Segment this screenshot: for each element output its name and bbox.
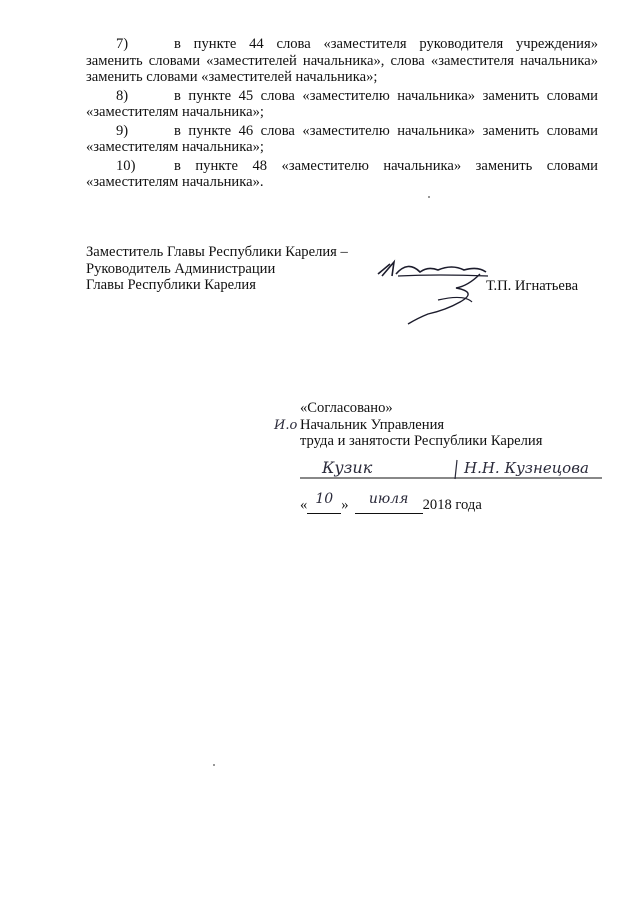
item-number: 8) xyxy=(116,87,129,104)
signatory-line: Заместитель Главы Республики Карелия – xyxy=(86,244,348,260)
approval-signature-line xyxy=(300,452,602,482)
date-open-quote: « xyxy=(300,497,308,513)
approval-header: «Согласовано» xyxy=(300,400,393,416)
item-number: 9) xyxy=(116,122,129,139)
approval-date xyxy=(300,491,482,514)
amendment-list xyxy=(86,36,598,193)
item-text: в пункте 44 слова «заместителя руководителя учреждения» заменить словами «заместителей начальника», слова «заместителя начальника» заменить словами «заместителей начальника»; xyxy=(86,36,598,85)
approval-block xyxy=(300,400,542,450)
date-year: 2018 года xyxy=(422,497,482,513)
approval-org: труда и занятости Республики Карелия xyxy=(300,433,543,449)
list-item xyxy=(86,158,598,191)
list-item xyxy=(86,123,598,156)
item-text: в пункте 45 слова «заместителю начальника» заменить словами «заместителям начальника»; xyxy=(86,87,598,120)
item-number: 10) xyxy=(116,157,136,174)
approval-position: Начальник Управления xyxy=(300,416,445,433)
item-number: 7) xyxy=(116,36,129,52)
handwritten-signature: Кузик xyxy=(322,458,373,477)
signatory-line: Главы Республики Карелия xyxy=(86,277,256,293)
signature-ignatieva xyxy=(368,252,498,332)
item-text: в пункте 48 «заместителю начальника» заменить словами «заместителям начальника». xyxy=(86,157,598,190)
handwritten-name: Н.Н. Кузнецова xyxy=(464,459,589,477)
scan-speck xyxy=(428,196,430,198)
date-day: 10 xyxy=(315,491,334,507)
date-day-field xyxy=(307,491,341,514)
list-item xyxy=(86,88,598,121)
date-month-field xyxy=(355,491,423,514)
list-item xyxy=(86,36,598,86)
item-text: в пункте 46 слова «заместителю начальника» заменить словами «заместителям начальника»; xyxy=(86,122,598,155)
date-month: июля xyxy=(368,491,409,507)
scan-speck xyxy=(213,764,215,766)
signatory-line: Руководитель Администрации xyxy=(86,260,276,277)
date-close-quote: » xyxy=(341,497,349,513)
handwritten-io-note: И.о xyxy=(274,418,298,433)
signatory-title xyxy=(86,244,348,294)
signatory-name: Т.П. Игнатьева xyxy=(486,278,579,294)
